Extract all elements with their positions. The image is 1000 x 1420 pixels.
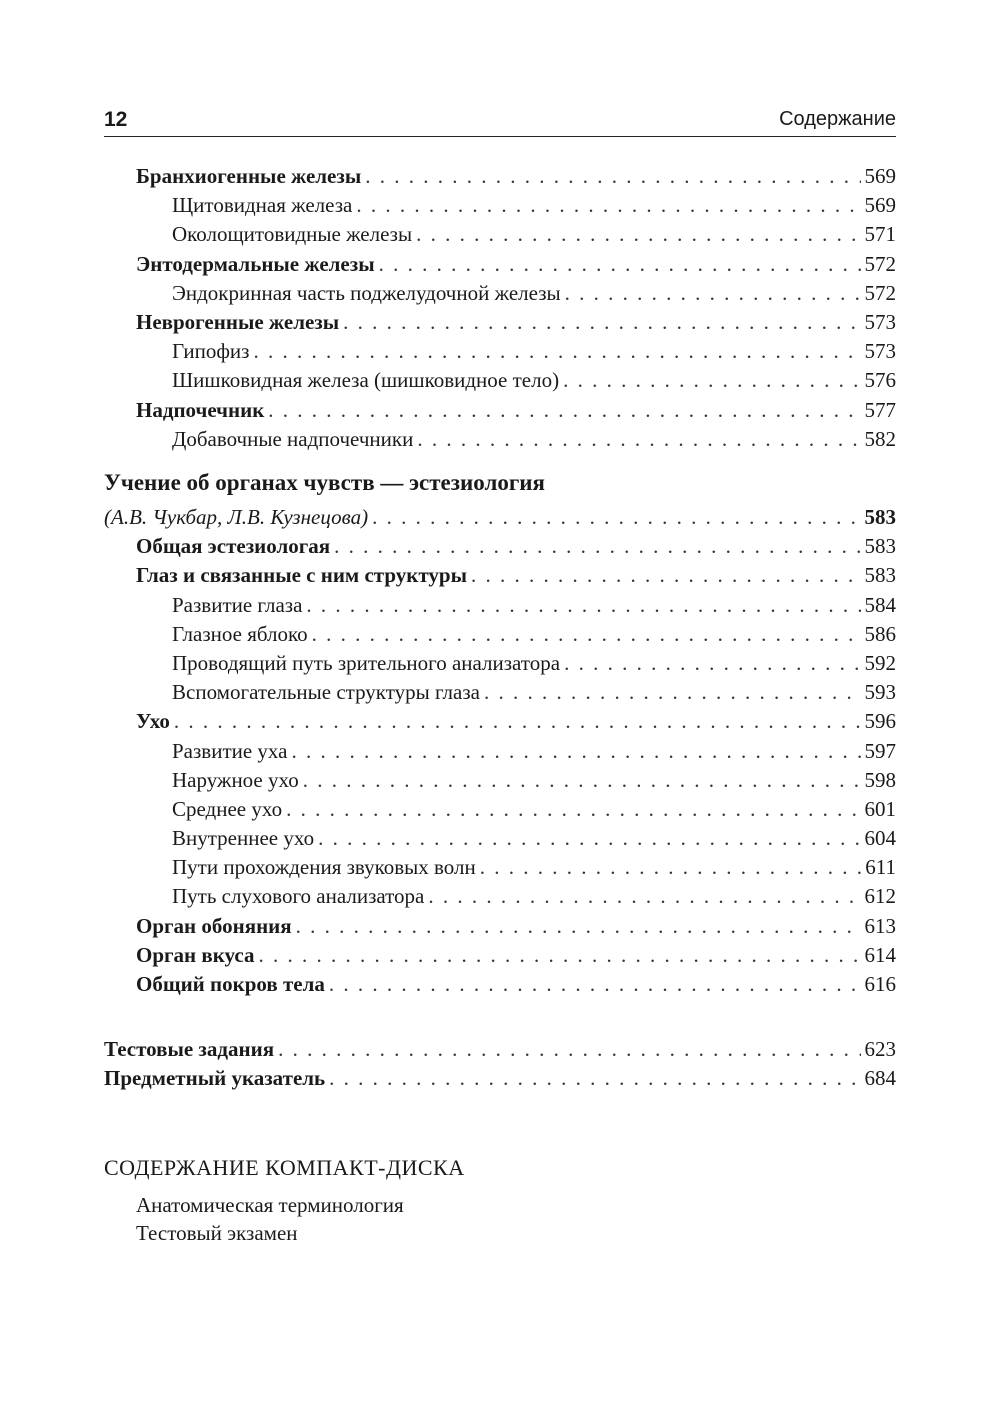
toc-entry[interactable]: Неврогенные железы . . . 573 xyxy=(104,308,896,337)
toc-entry[interactable]: Предметный указатель . . . 684 xyxy=(104,1064,896,1093)
section-page: 583 xyxy=(864,505,896,529)
cd-item: Анатомическая терминология xyxy=(136,1193,404,1217)
toc-entry[interactable]: Тестовые задания . . . 623 xyxy=(104,1035,896,1064)
section-title: Учение об органах чувств — эстезиология xyxy=(104,470,545,495)
cd-contents-title: СОДЕРЖАНИЕ КОМПАКТ-ДИСКА xyxy=(104,1155,465,1180)
toc-entry[interactable]: Щитовидная железа . . . 569 xyxy=(104,191,896,220)
toc-entry[interactable]: Вспомогательные структуры глаза . . . 593 xyxy=(104,678,896,707)
toc-entry-authors[interactable] xyxy=(104,503,896,532)
toc-entry[interactable]: Путь слухового анализатора . . . 612 xyxy=(104,882,896,911)
running-title: Содержание xyxy=(779,108,896,130)
toc-entry[interactable]: Развитие уха . . . 597 xyxy=(104,737,896,766)
toc-entry[interactable]: Внутреннее ухо . . . 604 xyxy=(104,824,896,853)
toc-entry[interactable]: Бранхиогенные железы . . . 569 xyxy=(104,162,896,191)
toc-entry[interactable]: Добавочные надпочечники . . . 582 xyxy=(104,425,896,454)
cd-contents-list xyxy=(136,1191,404,1247)
toc-entry[interactable]: Глаз и связанные с ним структуры . . . 583 xyxy=(104,561,896,590)
toc-entry[interactable]: Орган обоняния . . . 613 xyxy=(104,912,896,941)
toc-block-senses xyxy=(104,503,896,999)
toc-entry[interactable]: Гипофиз . . . 573 xyxy=(104,337,896,366)
toc-entry[interactable]: Развитие глаза . . . 584 xyxy=(104,591,896,620)
toc-entry[interactable]: Орган вкуса . . . 614 xyxy=(104,941,896,970)
toc-entry[interactable]: Наружное ухо . . . 598 xyxy=(104,766,896,795)
toc-entry[interactable]: Проводящий путь зрительного анализатора . . . 592 xyxy=(104,649,896,678)
toc-block-end xyxy=(104,1035,896,1093)
toc-entry[interactable]: Общая эстезиологая . . . 583 xyxy=(104,532,896,561)
toc-entry[interactable]: Эндокринная часть поджелудочной железы . . . 572 xyxy=(104,279,896,308)
toc-entry[interactable]: Общий покров тела . . . 616 xyxy=(104,970,896,999)
toc-entry[interactable]: Ухо . . . 596 xyxy=(104,707,896,736)
cd-item: Тестовый экзамен xyxy=(136,1221,298,1245)
page-header xyxy=(104,106,896,137)
toc-entry[interactable]: Околощитовидные железы . . . 571 xyxy=(104,220,896,249)
toc-entry[interactable]: Энтодермальные железы . . . 572 xyxy=(104,250,896,279)
section-authors: (А.В. Чукбар, Л.В. Кузнецова) xyxy=(104,505,369,529)
toc-block-endocrine xyxy=(104,162,896,454)
toc-entry[interactable]: Надпочечник . . . 577 xyxy=(104,396,896,425)
page-number: 12 xyxy=(104,108,128,131)
toc-entry[interactable]: Шишковидная железа (шишковидное тело) . . . 576 xyxy=(104,366,896,395)
toc-entry[interactable]: Среднее ухо . . . 601 xyxy=(104,795,896,824)
toc-entry[interactable]: Глазное яблоко . . . 586 xyxy=(104,620,896,649)
toc-entry[interactable]: Пути прохождения звуковых волн . . . 611 xyxy=(104,853,896,882)
